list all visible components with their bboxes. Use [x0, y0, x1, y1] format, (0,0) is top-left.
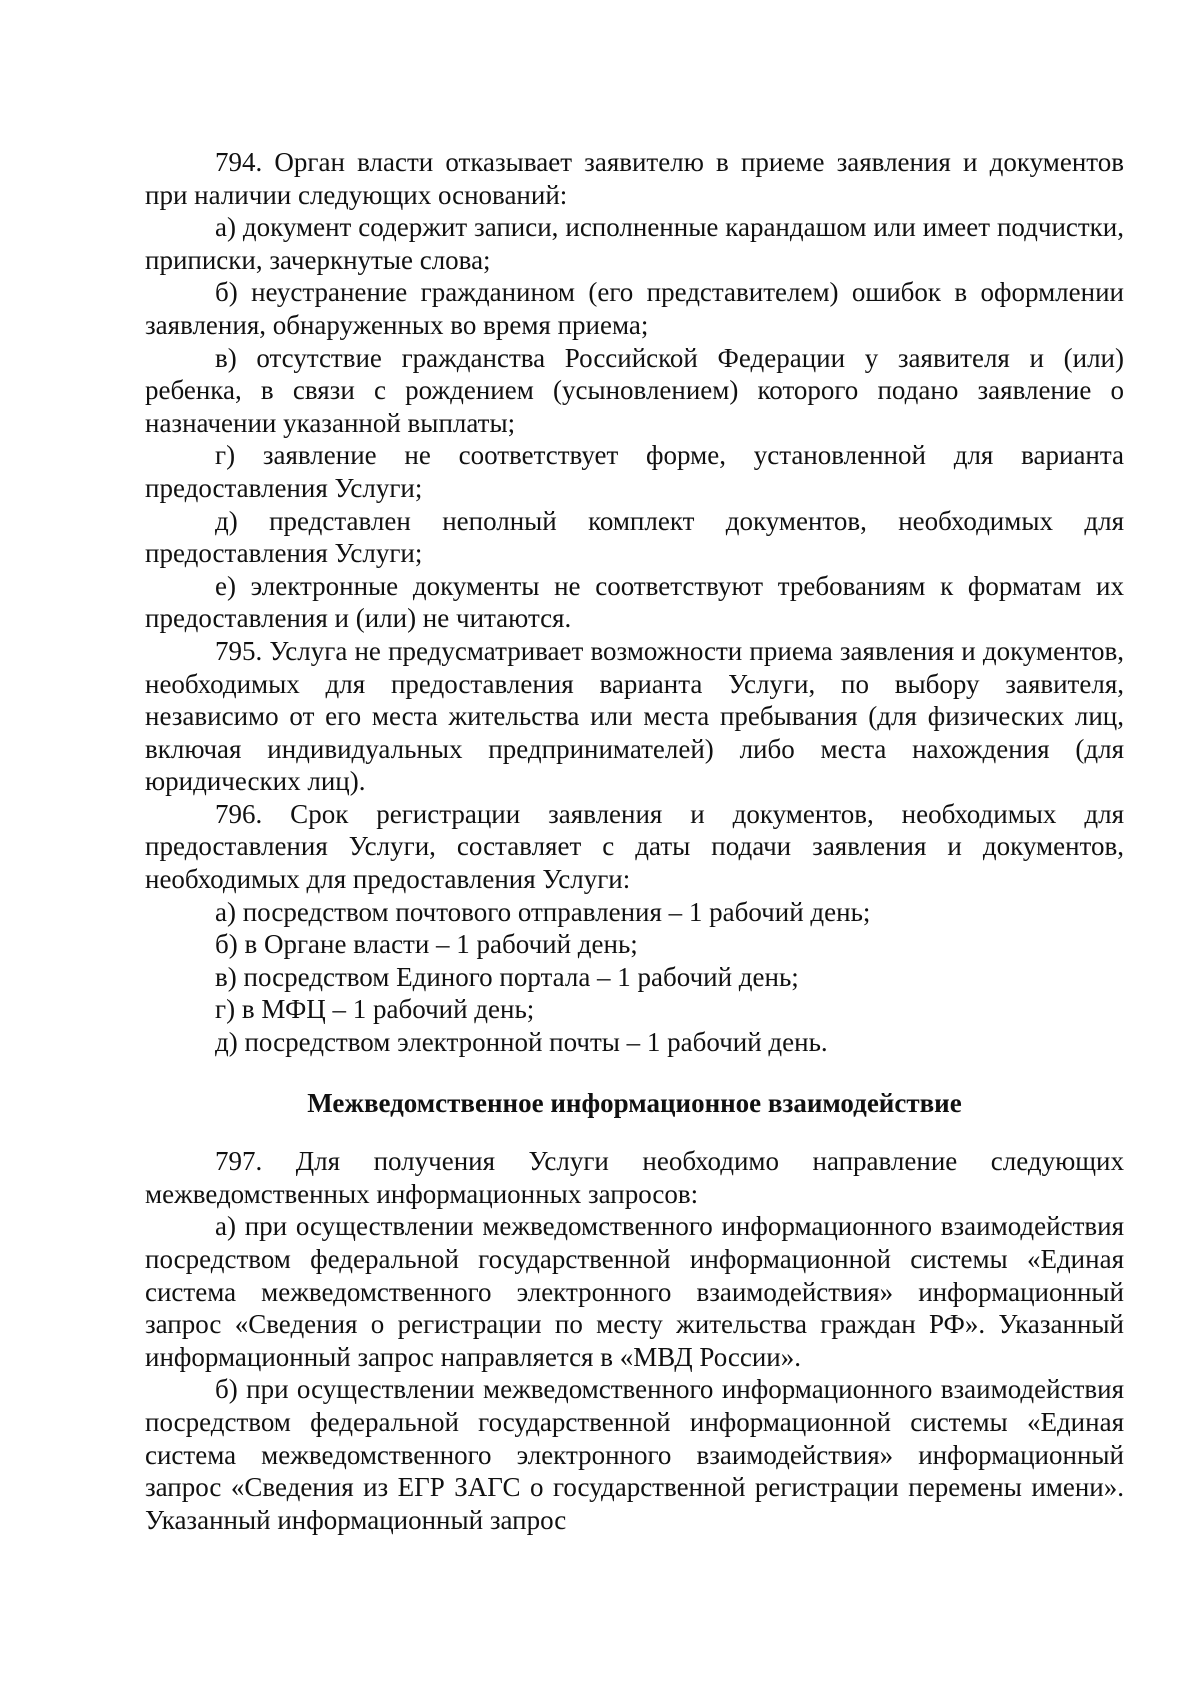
paragraph-797: 797. Для получения Услуги необходимо направление следующих межведомственных информационных запросов:: [145, 1146, 1124, 1209]
document-page: [145, 146, 1124, 1536]
paragraph-794-e: е) электронные документы не соответствуют требованиям к форматам их предоставления и (или) не читаются.: [145, 570, 1124, 634]
paragraph-796-d: д) посредством электронной почты – 1 рабочий день.: [215, 1027, 828, 1058]
paragraph-794: 794. Орган власти отказывает заявителю в приеме заявления и документов при наличии следующих оснований:: [145, 147, 1124, 210]
paragraph-796-g: г) в МФЦ – 1 рабочий день;: [215, 994, 535, 1025]
section-heading: Межведомственное информационное взаимодействие: [307, 1087, 962, 1118]
paragraph-796-a: а) посредством почтового отправления – 1 рабочий день;: [215, 896, 871, 927]
paragraph-794-v: в) отсутствие гражданства Российской Федерации у заявителя и (или) ребенка, в связи с рождением (усыновлением) которого подано заявление о назначении указанной выплаты;: [145, 342, 1124, 438]
paragraph-795: 795. Услуга не предусматривает возможности приема заявления и документов, необходимых для предоставления варианта Услуги, по выбору заявителя, независимо от его места жительства или места пребывания (для физических лиц, включая индивидуальных предпринимателей) либо места нахождения (для юридических лиц).: [145, 635, 1124, 797]
paragraph-794-g: г) заявление не соответствует форме, установленной для варианта предоставления Услуги;: [145, 440, 1124, 503]
paragraph-794-a: а) документ содержит записи, исполненные карандашом или имеет подчистки, приписки, зачеркнутые слова;: [145, 212, 1124, 275]
paragraph-796-v: в) посредством Единого портала – 1 рабочий день;: [215, 961, 799, 992]
paragraph-794-b: б) неустранение гражданином (его представителем) ошибок в оформлении заявления, обнаруженных во время приема;: [145, 277, 1124, 340]
paragraph-794-d: д) представлен неполный комплект документов, необходимых для предоставления Услуги;: [145, 505, 1124, 569]
paragraph-797-a: а) при осуществлении межведомственного информационного взаимодействия посредством федеральной государственной информационной системы «Единая система межведомственного электронного взаимодействия» информационный запрос «Сведения о регистрации по месту жительства граждан РФ». Указанный информационный запрос направляется в «МВД России».: [145, 1211, 1124, 1372]
paragraph-796-b: б) в Органе власти – 1 рабочий день;: [215, 929, 638, 960]
paragraph-796: 796. Срок регистрации заявления и документов, необходимых для предоставления Услуги, составляет с даты подачи заявления и документов, необходимых для предоставления Услуги:: [145, 798, 1124, 895]
paragraph-797-b: б) при осуществлении межведомственного информационного взаимодействия посредством федеральной государственной информационной системы «Единая система межведомственного электронного взаимодействия» информационный запрос «Сведения из ЕГР ЗАГС о государственной регистрации перемены имени». Указанный информационный запрос: [145, 1374, 1124, 1535]
